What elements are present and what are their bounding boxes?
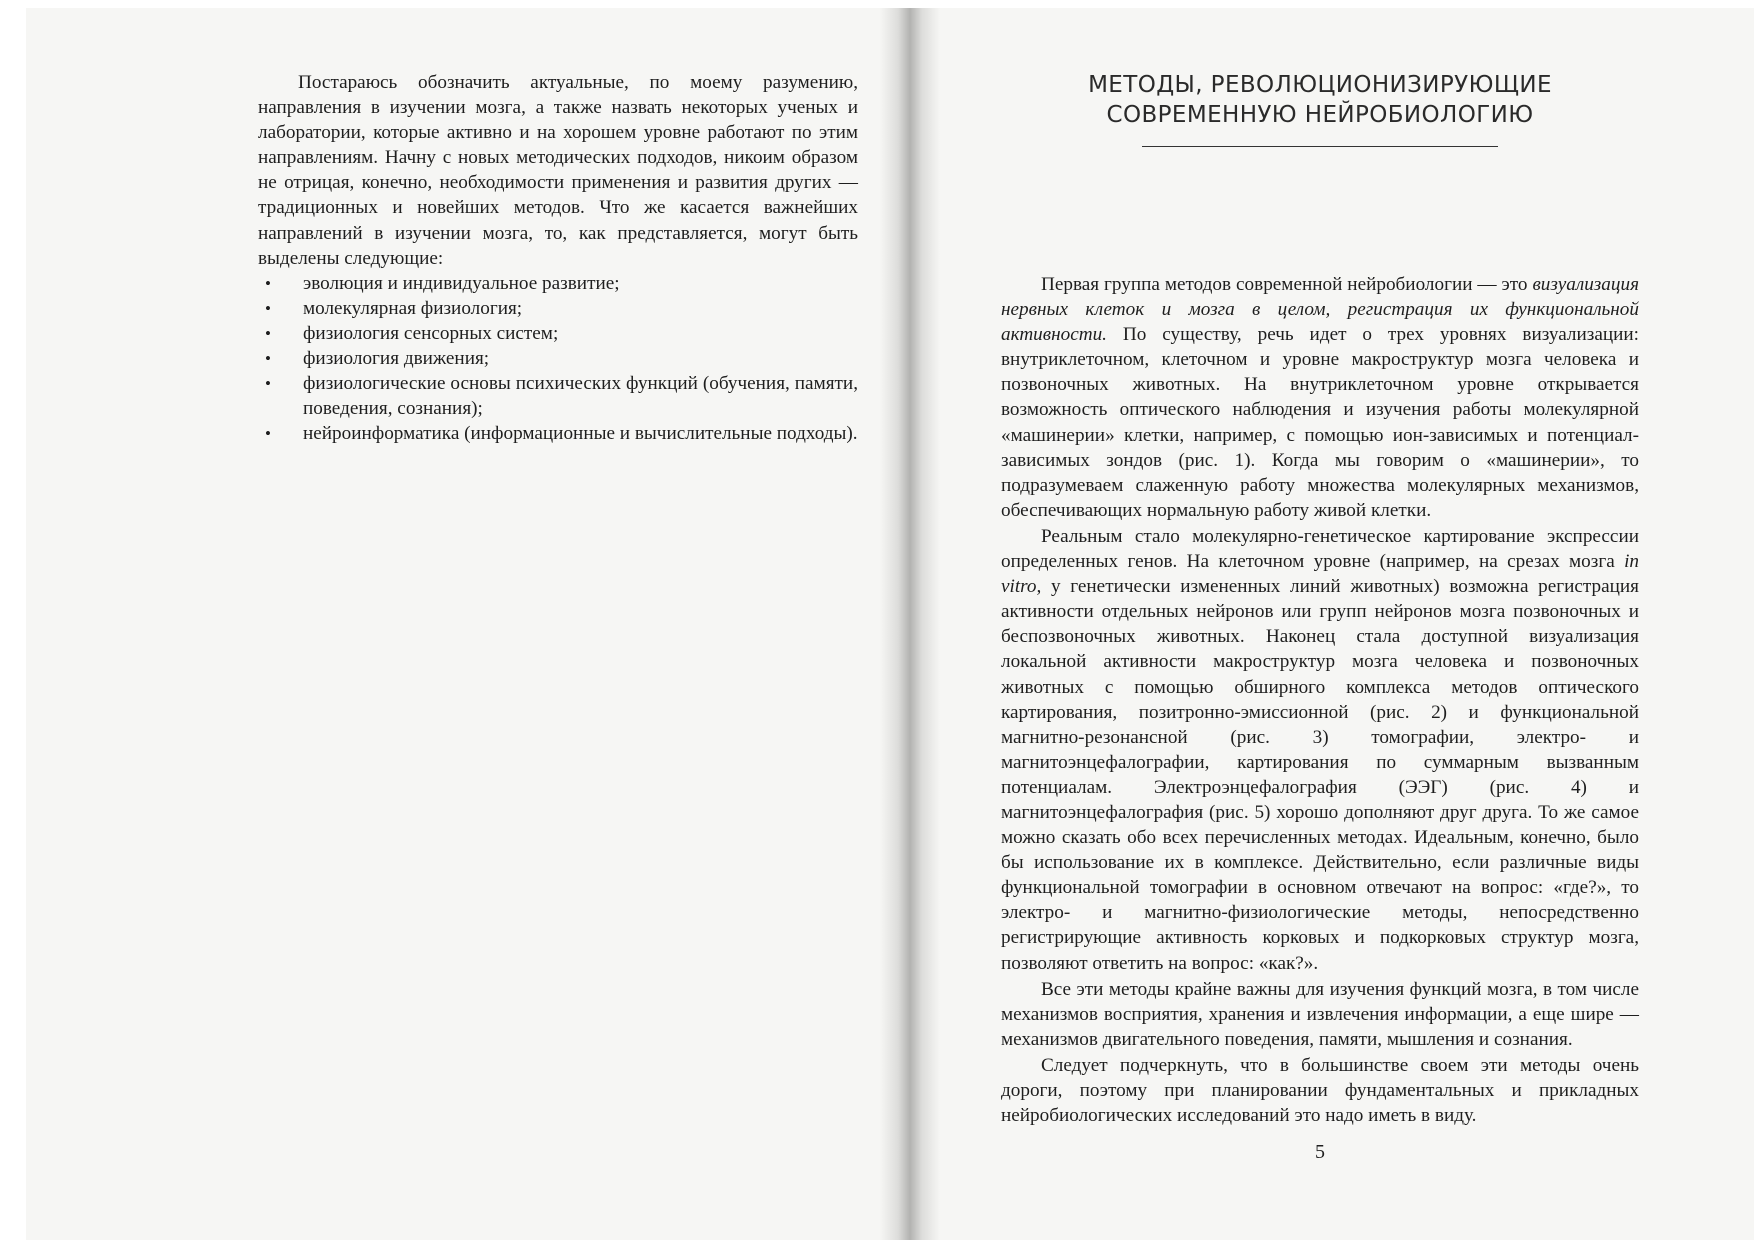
paragraph-3: Все эти методы крайне важны для изучения функций мозга, в том числе механизмов восприятия, хранения и извлечения информации, а еще шире — механизмов двигательного поведения, памяти, мышления и сознания.	[1001, 978, 1639, 1050]
list-item: • эволюция и индивидуальное развитие;	[303, 271, 858, 296]
paragraph-2-rest: у генетически измененных линий животных) возможна регистрация активности отдельных нейронов или групп нейронов мозга позвоночных и беспозвоночных животных. Наконец стала доступной визуализация локальной активности макроструктур мозга человека и позвоночных животных с помощью обширного комплекса методов оптического картирования, позитронно-эмиссионной (рис. 2) и функциональной магнитно-резонансной (рис. 3) томографии, электро- и магнитоэнцефалографии, картирования по суммарным вызванным потенциалам. Электроэнцефалография (ЭЭГ) (рис. 4) и магнитоэнцефалография (рис. 5) хорошо дополняют друг друга. То же самое можно сказать обо всех перечисленных методах. Идеальным, конечно, было бы использование их в комплексе. Действительно, если различные виды функциональной томографии в основном отвечают на вопрос: «где?», то электро- и магнитно-физиологические методы, непосредственно регистрирующие активность корковых и подкорковых структур мозга, позволяют ответить на вопрос: «как?».	[1001, 576, 1639, 974]
chapter-heading	[1001, 70, 1639, 130]
left-page	[258, 70, 858, 446]
right-page	[1001, 70, 1639, 1165]
paragraph-1-italic: визуализация нервных клеток и мозга в целом, регистрация их функциональной активности.	[1001, 274, 1639, 346]
page-number: 5	[1315, 1141, 1325, 1164]
list-item: • физиологические основы психических функций (обучения, памяти, поведения, сознания);	[303, 371, 858, 421]
list-item: • нейроинформатика (информационные и вычислительные подходы).	[303, 421, 858, 446]
book-gutter-shadow	[880, 8, 940, 1240]
paragraph-2-italic: in vitro,	[1001, 551, 1639, 598]
chapter-heading-line-1: МЕТОДЫ, РЕВОЛЮЦИОНИЗИРУЮЩИЕ	[1088, 72, 1552, 98]
paragraph-1-start: Первая группа методов современной нейробиологии — это	[1041, 274, 1533, 295]
right-page-body	[1001, 272, 1639, 1165]
directions-list	[258, 271, 858, 447]
list-item: • молекулярная физиология;	[303, 296, 858, 321]
left-intro-paragraph: Постараюсь обозначить актуальные, по моему разумению, направления в изучении мозга, а также назвать некоторых ученых и лаборатории, которые активно и на хорошем уровне работают по этим направлениям. Начну с новых методических подходов, никоим образом не отрицая, конечно, необходимости применения и развития других — традиционных и новейших методов. Что же касается важнейших направлений в изучении мозга, то, как представляется, могут быть выделены следующие:	[258, 72, 858, 269]
list-item: • физиология движения;	[303, 346, 858, 371]
chapter-heading-line-2: СОВРЕМЕННУЮ НЕЙРОБИОЛОГИЮ	[1106, 102, 1534, 128]
paragraph-1	[1001, 272, 1639, 523]
list-item: • физиология сенсорных систем;	[303, 321, 858, 346]
paragraph-2-start: Реальным стало молекулярно-генетическое картирование экспрессии определенных генов. На клеточном уровне (например, на срезах мозга	[1001, 525, 1639, 573]
paragraph-4: Следует подчеркнуть, что в большинстве своем эти методы очень дороги, поэтому при планировании фундаментальных и прикладных нейробиологических исследований это надо иметь в виду.	[1001, 1054, 1639, 1127]
paragraph-2	[1001, 524, 1639, 976]
heading-divider	[1142, 146, 1498, 147]
paragraph-1-rest: По существу, речь идет о трех уровнях визуализации: внутриклеточном, клеточном и уровне макроструктур мозга человека и позвоночных животных. На внутриклеточном уровне открывается возможность оптического наблюдения и изучения работы молекулярной «машинерии» клетки, например, с помощью ион-зависимых и потенциал-зависимых зондов (рис. 1). Когда мы говорим о «машинерии», то подразумеваем слаженную работу множества молекулярных механизмов, обеспечивающих нормальную работу живой клетки.	[1001, 324, 1639, 521]
